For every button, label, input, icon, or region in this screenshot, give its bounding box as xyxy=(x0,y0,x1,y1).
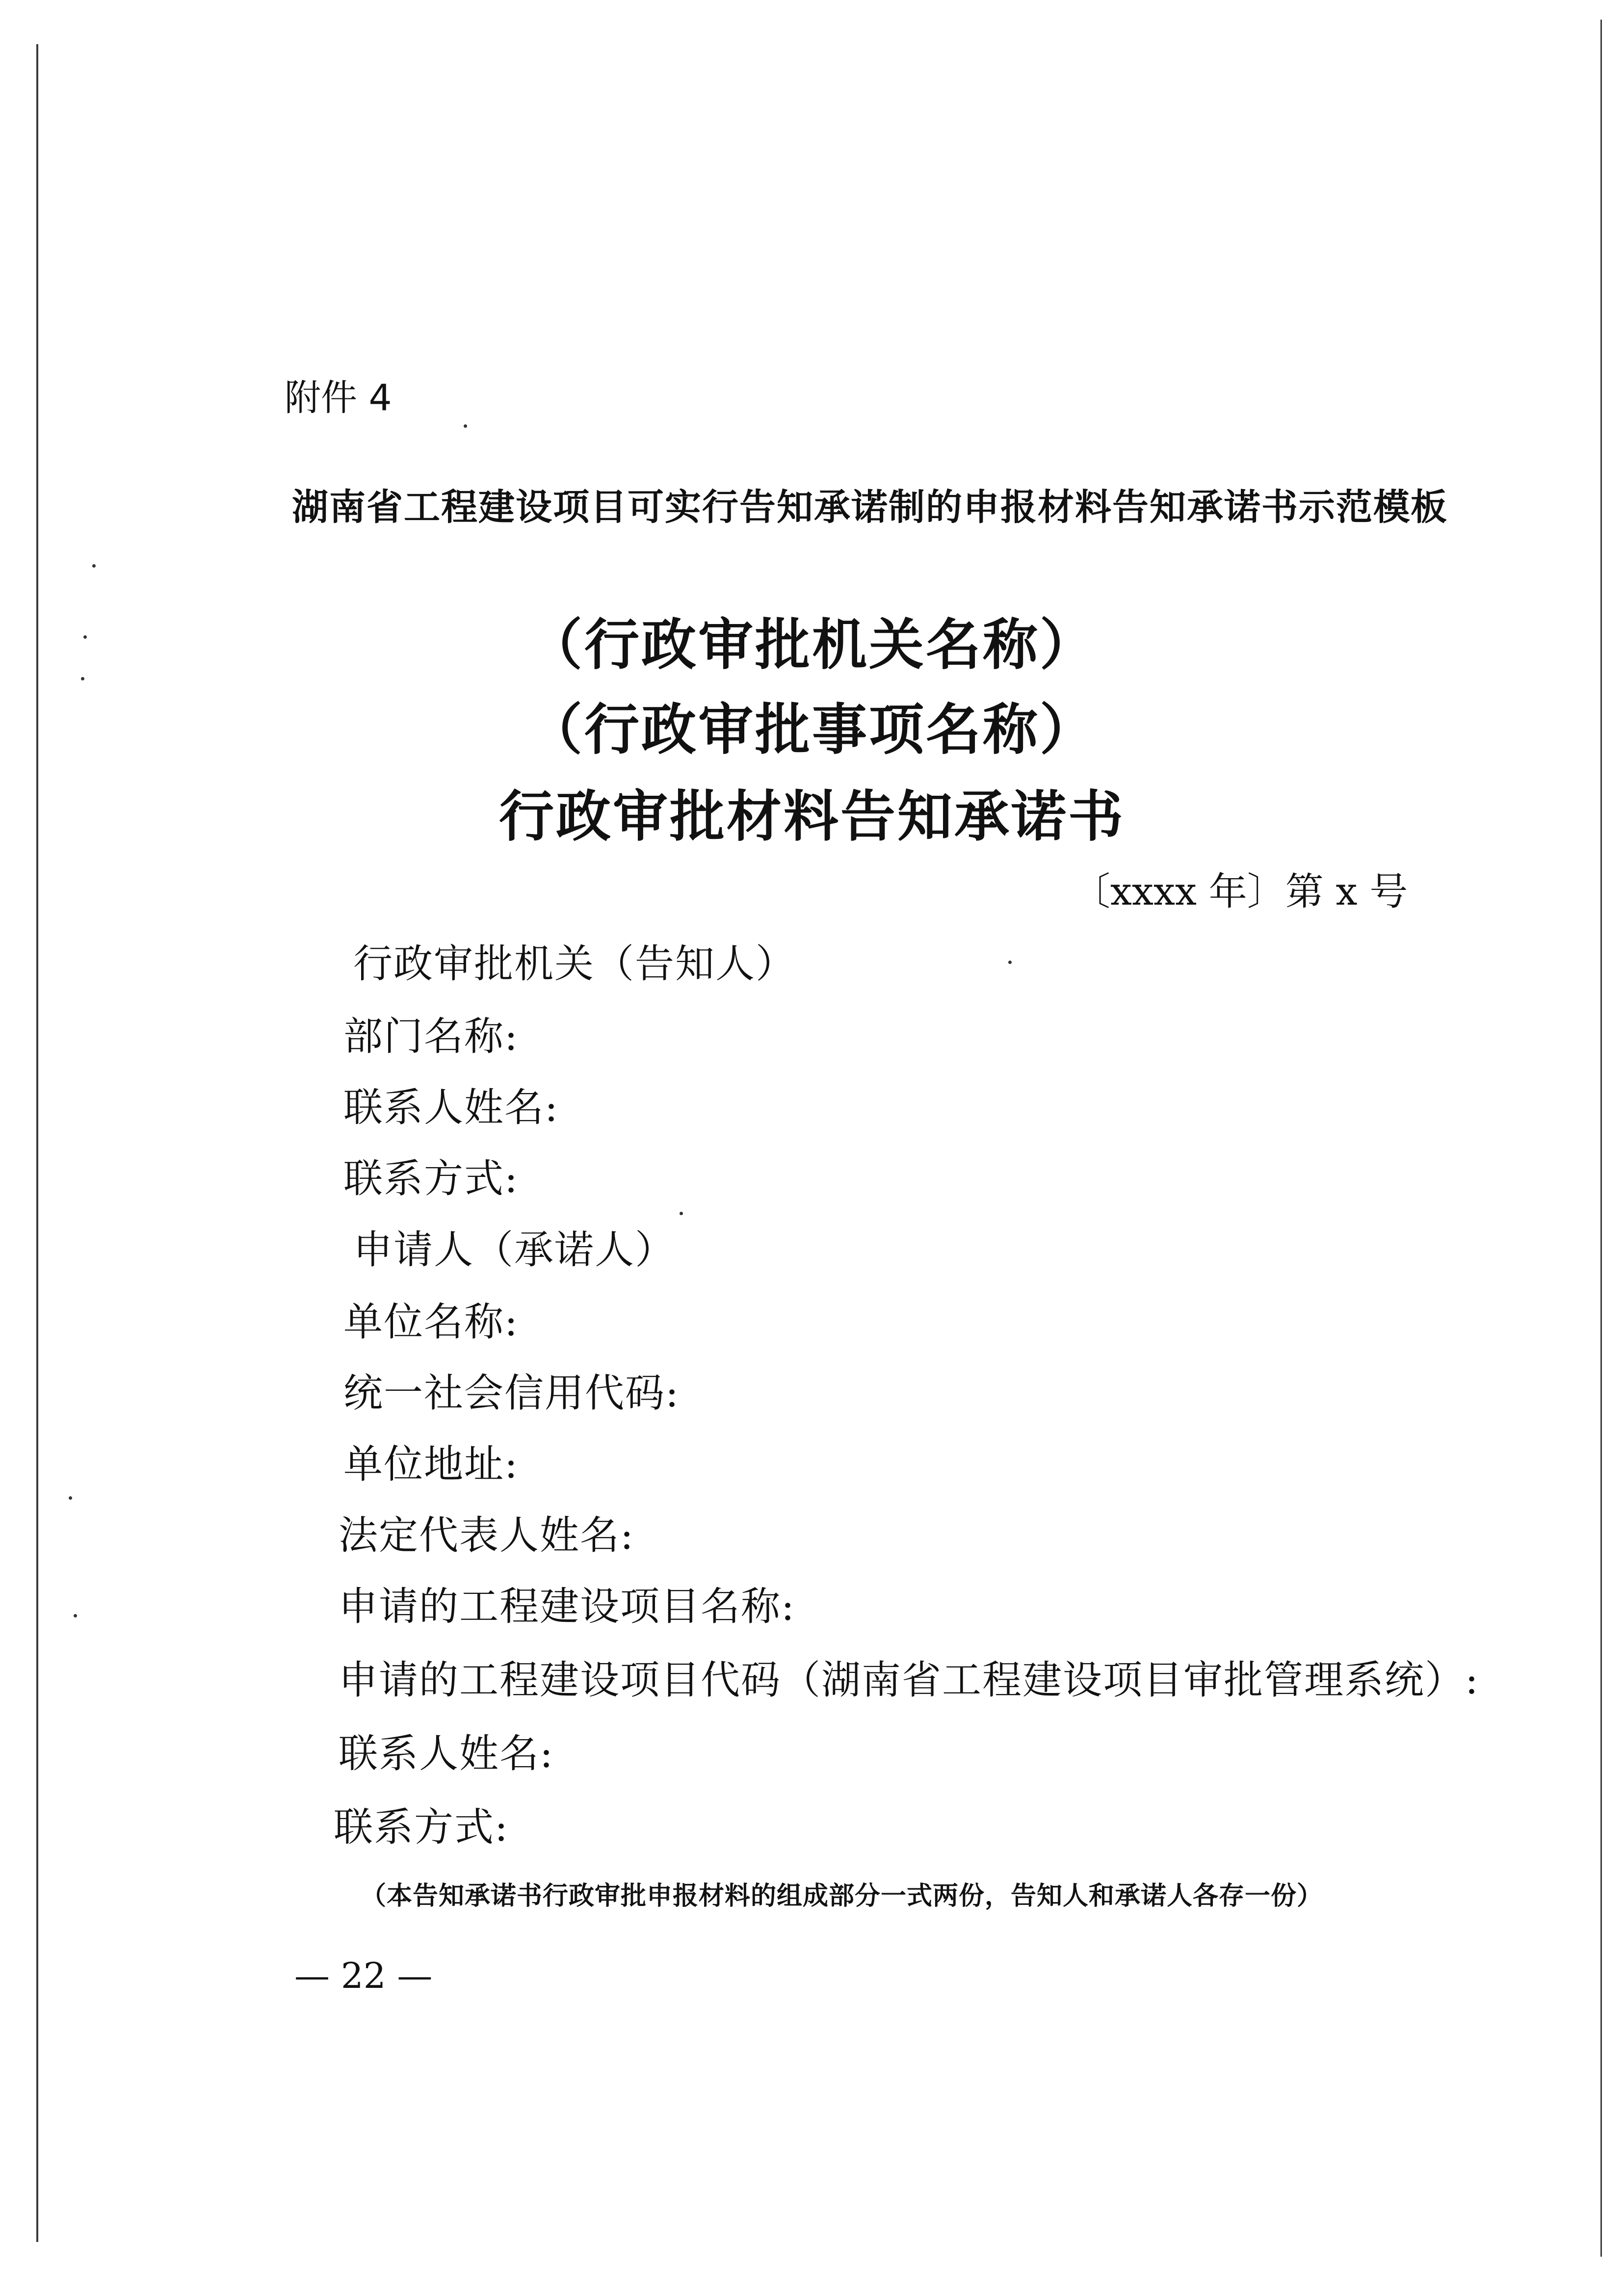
field-contact-method: 联系方式: xyxy=(343,1156,519,1201)
field-department-name: 部门名称: xyxy=(343,1014,519,1059)
field-authority-notifier: 行政审批机关（告知人） xyxy=(353,941,796,987)
document-title: 湖南省工程建设项目可实行告知承诺制的申报材料告知承诺书示范模板 xyxy=(292,486,1448,528)
field-organization-name: 单位名称: xyxy=(343,1299,519,1345)
footnote: （本告知承诺书行政审批申报材料的组成部分一式两份，告知人和承诺人各存一份） xyxy=(361,1881,1323,1911)
field-organization-address: 单位地址: xyxy=(343,1441,519,1487)
scan-speck xyxy=(464,424,467,428)
heading-authority-name: （行政审批机关名称） xyxy=(527,613,1097,677)
field-contact-name-2: 联系人姓名: xyxy=(339,1731,554,1776)
scan-speck xyxy=(69,1496,72,1500)
scan-speck xyxy=(680,1212,683,1215)
heading-item-name: （行政审批事项名称） xyxy=(527,698,1097,762)
field-applicant-promisor: 申请人（承诺人） xyxy=(353,1227,675,1273)
page-number: — 22 — xyxy=(294,1955,433,1996)
field-project-code: 申请的工程建设项目代码（湖南省工程建设项目审批管理系统）: xyxy=(339,1657,1479,1703)
document-number: 〔xxxx 年〕第 x 号 xyxy=(1072,870,1408,914)
scan-speck xyxy=(1008,961,1012,964)
annex-label: 附件 4 xyxy=(285,377,392,419)
scan-edge-left xyxy=(36,44,38,2242)
field-contact-method-2: 联系方式: xyxy=(334,1804,509,1850)
heading-commitment-title: 行政审批材料告知承诺书 xyxy=(499,784,1125,849)
field-contact-name: 联系人姓名: xyxy=(343,1085,559,1130)
field-credit-code: 统一社会信用代码: xyxy=(343,1370,680,1416)
scan-speck xyxy=(74,1614,77,1617)
scan-speck xyxy=(92,564,96,568)
scan-edge-right xyxy=(1600,20,1602,2257)
field-project-name: 申请的工程建设项目名称: xyxy=(339,1584,795,1629)
field-legal-representative: 法定代表人姓名: xyxy=(339,1512,634,1558)
